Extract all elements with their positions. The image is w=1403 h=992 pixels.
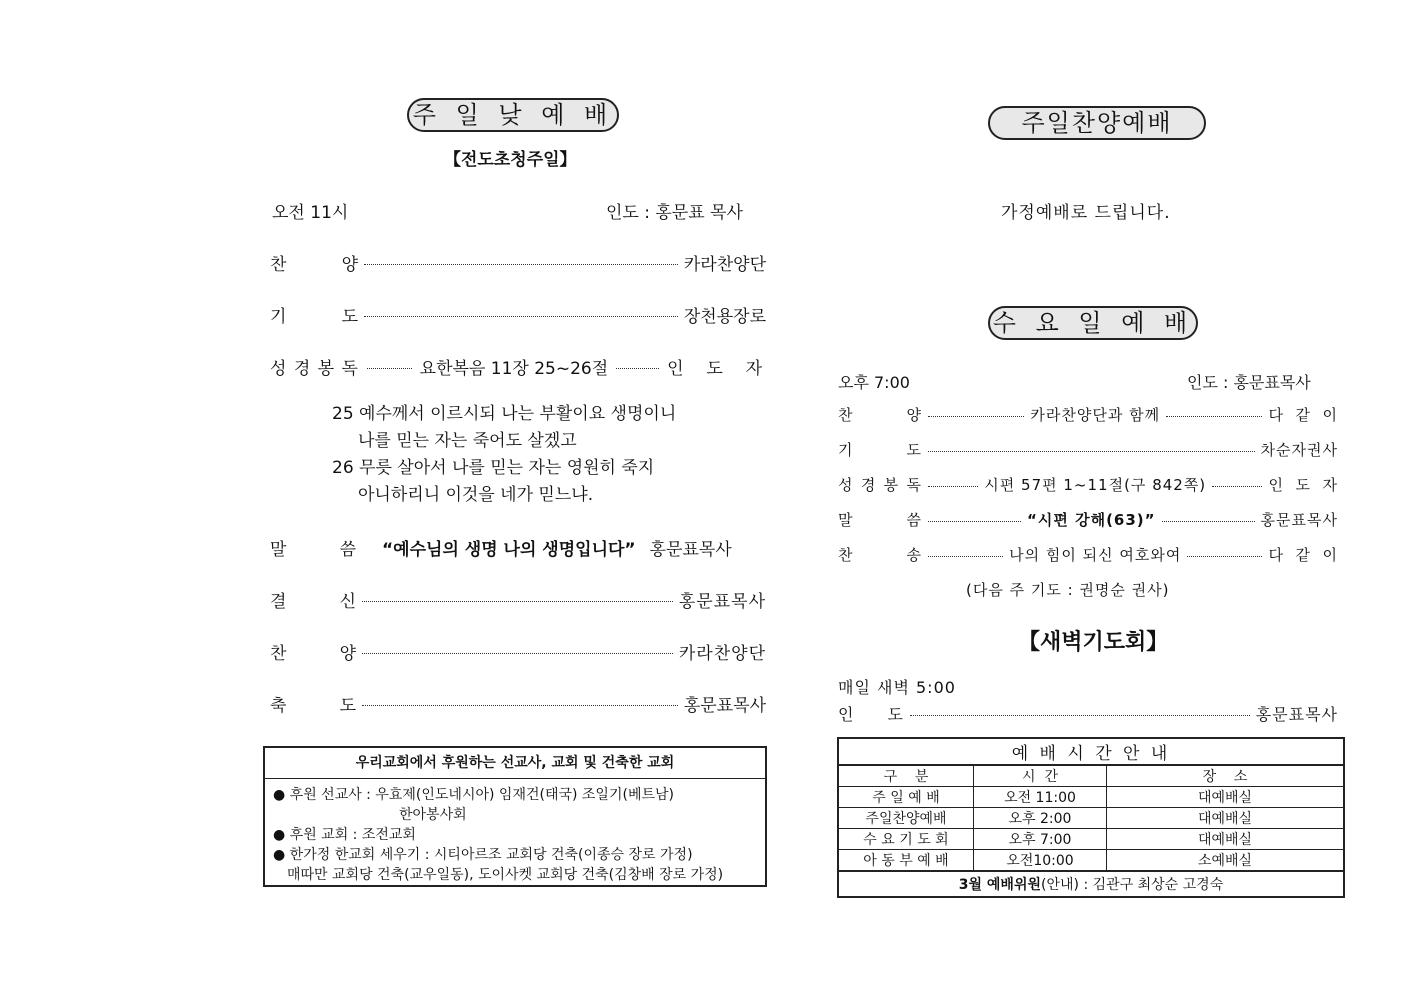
- praise-note: 가정예배로 드립니다.: [1001, 203, 1171, 223]
- schedule-footer: 3월 예배위원(안내) : 김관구 최상순 고경숙: [838, 871, 1344, 897]
- praise-service-title: 주일찬양예배: [988, 106, 1206, 140]
- table-row: 주일찬양예배 오후 2:00 대예배실: [838, 808, 1344, 829]
- service-time: 오전 11시: [272, 203, 349, 223]
- verse-line: 25 예수께서 이르시되 나는 부활이요 생명이니: [332, 404, 677, 424]
- schedule-header: 시 간: [974, 765, 1107, 787]
- schedule-table: [837, 737, 1345, 898]
- table-row: 아 동 부 예 배 오전10:00 소예배실: [838, 850, 1344, 872]
- order-row-reading: 성 경 봉 독 요한복음 11장 25~26절 인 도 자: [270, 359, 766, 379]
- wed-row-hymn: 찬 송 나의 힘이 되신 여호와여 다 같 이: [838, 546, 1339, 564]
- dawn-leader-row: 인 도 홍문표목사: [838, 705, 1338, 724]
- table-row: 수 요 기 도 회 오후 7:00 대예배실: [838, 829, 1344, 850]
- schedule-header: 장 소: [1107, 765, 1345, 787]
- service-subtitle: 【전도초청주일】: [444, 150, 577, 170]
- schedule-header: 구 분: [838, 765, 974, 787]
- wed-row-sermon: 말 씀 “시편 강해(63)” 홍문표목사: [838, 511, 1338, 529]
- wed-row-prayer: 기 도 차순자권사: [838, 441, 1338, 459]
- table-row: 주 일 예 배 오전 11:00 대예배실: [838, 787, 1344, 808]
- support-line: ● 후원 선교사 : 우효제(인도네시아) 임재건(태국) 조일기(베트남): [273, 787, 674, 803]
- wednesday-service-title: 수 요 일 예 배: [988, 306, 1198, 340]
- schedule-title: 예 배 시 간 안 내: [838, 738, 1344, 765]
- order-row-decision: 결 신 홍문표목사: [270, 592, 766, 612]
- support-line: 한아봉사회: [399, 807, 467, 823]
- order-row-sermon: 말 씀 “예수님의 생명 나의 생명입니다” 홍문표목사: [270, 540, 732, 560]
- order-row-praise2: 찬 양 카라찬양단: [270, 644, 766, 664]
- dawn-title: 【새벽기도회】: [1018, 630, 1169, 655]
- service-leader: 인도 : 홍문표 목사: [606, 203, 743, 223]
- order-row-praise: 찬 양 카라찬양단: [270, 255, 766, 275]
- sunday-service-title: 주 일 낮 예 배: [407, 98, 619, 132]
- order-row-prayer: 기 도 장천용장로: [270, 307, 766, 327]
- wed-row-praise: 찬 양 카라찬양단과 함께 다 같 이: [838, 406, 1338, 424]
- verse-line: 26 무릇 살아서 나를 믿는 자는 영원히 죽지: [332, 458, 655, 478]
- support-box: [263, 746, 767, 887]
- order-row-benediction: 축 도 홍문표목사: [270, 696, 766, 716]
- wed-next-prayer: (다음 주 기도 : 권명순 권사): [966, 581, 1170, 599]
- wed-leader: 인도 : 홍문표목사: [1187, 373, 1311, 392]
- verse-line: 아니하리니 이것을 네가 믿느냐.: [358, 485, 594, 505]
- support-box-title: 우리교회에서 후원하는 선교사, 교회 및 건축한 교회: [265, 748, 765, 779]
- wed-row-reading: 성 경 봉 독 시편 57편 1~11절(구 842쪽) 인 도 자: [838, 476, 1339, 494]
- support-line: ● 한가정 한교회 세우기 : 시티아르조 교회당 건축(이종승 장로 가정): [273, 847, 693, 863]
- support-line: ● 후원 교회 : 조전교회: [273, 827, 416, 843]
- verse-line: 나를 믿는 자는 죽어도 살겠고: [358, 431, 577, 451]
- support-line: 매따만 교회당 건축(교우일동), 도이사켓 교회당 건축(김창배 장로 가정): [287, 867, 724, 883]
- schedule-header-row: [838, 765, 1344, 787]
- dawn-time: 매일 새벽 5:00: [838, 678, 956, 697]
- wed-time: 오후 7:00: [838, 373, 910, 392]
